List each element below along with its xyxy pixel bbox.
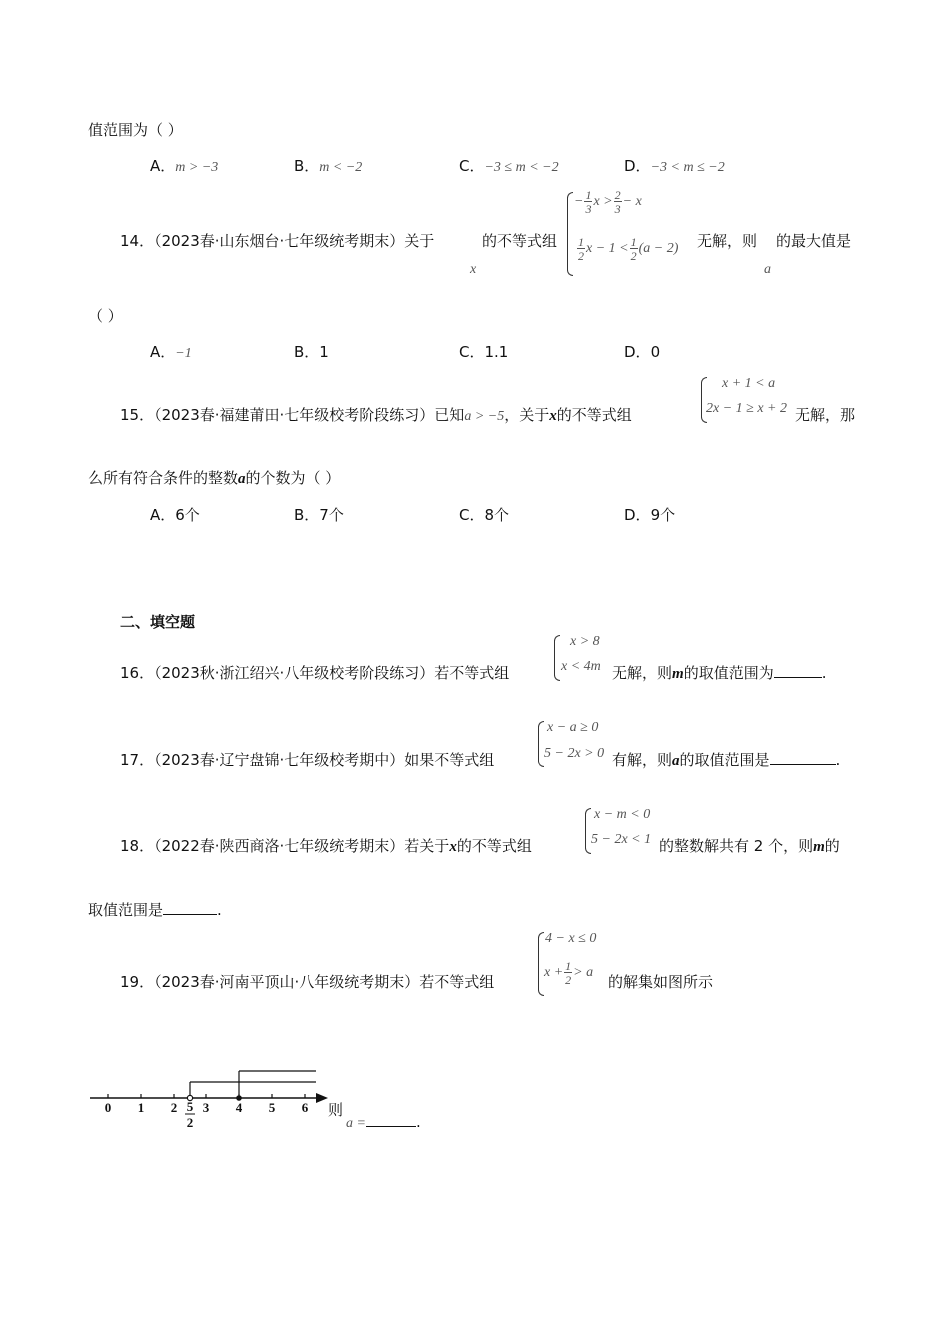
option-label: A． [150,157,176,175]
question-source: （2023秋·浙江绍兴·八年级校考阶段练习）若不等式组 [154,664,510,682]
q15-option-a[interactable] [150,504,200,525]
q16-tail: 无解，则m的取值范围为 . [612,664,827,682]
tick-label-6: 6 [301,1100,309,1115]
option-label: B． [294,157,320,175]
option-label: D． [624,343,651,361]
option-value: 8个 [484,506,510,524]
q14-option-a[interactable] [150,341,192,362]
tick-label-2: 2 [170,1100,178,1115]
q18-inequality-2: 5 − 2x < 1 [591,832,652,847]
q15-stem: 15．（2023春·福建莆田·七年级校考阶段练习）已知a > −5，关于x的不等式组 [120,406,632,424]
question-number: 18． [120,837,155,855]
question-source: （2023春·福建莆田·七年级校考阶段练习）已知 [154,406,465,424]
q13-stem-tail: 值范围为（ ） [88,121,183,139]
option-label: B． [294,506,320,524]
q14-var-a: a [764,262,771,277]
q19-then: 则 [328,1101,344,1119]
question-number: 14． [120,232,155,250]
q17-inequality-1: x − a ≥ 0 [547,720,599,735]
q17-stem [120,749,494,770]
q15-condition: a > −5 [464,409,505,424]
q16-inequality-1: x > 8 [570,634,600,649]
option-value: 7个 [319,506,344,524]
option-expr: m > −3 [175,160,219,175]
q14-inequality-1: − $\frac{1}{3}$ x > $\frac{2}{3}$ − x [574,188,642,216]
option-label: B． [294,343,320,361]
q16-system-brace [554,635,560,681]
q13-option-a[interactable] [150,155,218,176]
question-source: （2023春·辽宁盘锦·七年级校考期中）如果不等式组 [154,751,495,769]
solution-bracket-lower [190,1082,316,1098]
q17-inequality-2: 5 − 2x > 0 [544,746,605,761]
arrow-head-icon [316,1093,328,1103]
option-expr: −3 ≤ m < −2 [484,160,559,175]
option-value: 1.1 [484,343,509,361]
tick-label-1: 1 [137,1100,145,1115]
option-label: C． [459,343,485,361]
q15-text-after: 无解，那 [795,406,856,424]
q18-stem: 18．（2022春·陕西商洛·七年级统考期末）若关于x的不等式组 [120,837,532,855]
section-title: 二、填空题 [120,613,196,631]
q14-option-d[interactable] [624,341,660,362]
frac-numerator: 5 [186,1099,194,1114]
option-value: 1 [319,343,329,361]
question-source: （2022春·陕西商洛·七年级统考期末）若关于 [154,837,450,855]
q13-option-b[interactable] [294,155,362,176]
option-expr: −3 < m ≤ −2 [650,160,725,175]
answer-blank[interactable] [366,1126,416,1127]
option-value: 0 [650,343,661,361]
option-value: 6个 [175,506,200,524]
tick-label-0: 0 [104,1100,112,1115]
q14-system-brace [567,192,573,276]
q19-inequality-2: x + $\frac{1}{2}$ > a [544,959,594,987]
number-line-figure [88,1064,338,1132]
option-value: −1 [175,346,192,361]
option-expr: m < −2 [319,160,363,175]
solution-bracket-upper [239,1071,316,1098]
q17-tail: 有解，则a的取值范围是 . [612,751,841,769]
q13-option-c[interactable] [459,155,559,176]
option-label: C． [459,506,485,524]
option-label: C． [459,157,485,175]
option-value: 9个 [650,506,676,524]
question-number: 15． [120,406,155,424]
q19-text-after: 的解集如图所示 [608,973,714,991]
tick-label-3: 3 [202,1100,210,1115]
q14-inequality-2: $\frac{1}{2}$ x − 1 < $\frac{1}{2}$ (a − 2) [578,235,679,263]
q18-tail: 的整数解共有 2 个，则m的 [659,837,840,855]
question-number: 17． [120,751,155,769]
q13-option-d[interactable] [624,155,725,176]
q14-text-after: 无解，则 [697,232,758,250]
question-number: 16． [120,664,155,682]
q14-option-c[interactable] [459,341,508,362]
question-number: 19． [120,973,155,991]
answer-blank[interactable] [770,764,836,765]
q14-var-x: x [470,262,477,277]
question-source: （2023春·河南平顶山·八年级统考期末）若不等式组 [154,973,495,991]
tick-label-5: 5 [268,1100,276,1115]
q16-inequality-2: x < 4m [561,659,601,674]
q14-option-b[interactable] [294,341,329,362]
q18-line2: 取值范围是 . [88,901,222,919]
q19-answer-line: a = . [346,1113,421,1131]
frac-denominator: 2 [186,1115,194,1130]
q15-line2: 么所有符合条件的整数a的个数为（ ） [88,469,341,487]
q19-stem [120,971,494,992]
q15-option-c[interactable] [459,504,509,525]
q15-inequality-1: x + 1 < a [722,376,776,391]
option-label: A． [150,343,176,361]
option-label: A． [150,506,176,524]
q14-paren: （ ） [88,307,123,325]
tick-label-4: 4 [235,1100,243,1115]
option-label: D． [624,157,651,175]
q16-stem [120,662,509,683]
q14-text-mid: 的不等式组 [482,232,558,250]
q14-text-end: 的最大值是 [776,232,852,250]
question-source: （2023春·山东烟台·七年级统考期末）关于 [154,232,435,250]
answer-blank[interactable] [774,677,822,678]
q18-inequality-1: x − m < 0 [594,807,651,822]
q14-stem [120,230,434,251]
option-label: D． [624,506,651,524]
answer-blank[interactable] [163,914,217,915]
q15-option-b[interactable] [294,504,344,525]
q15-inequality-2: 2x − 1 ≥ x + 2 [706,401,788,416]
q19-inequality-1: 4 − x ≤ 0 [545,931,597,946]
q15-option-d[interactable] [624,504,675,525]
